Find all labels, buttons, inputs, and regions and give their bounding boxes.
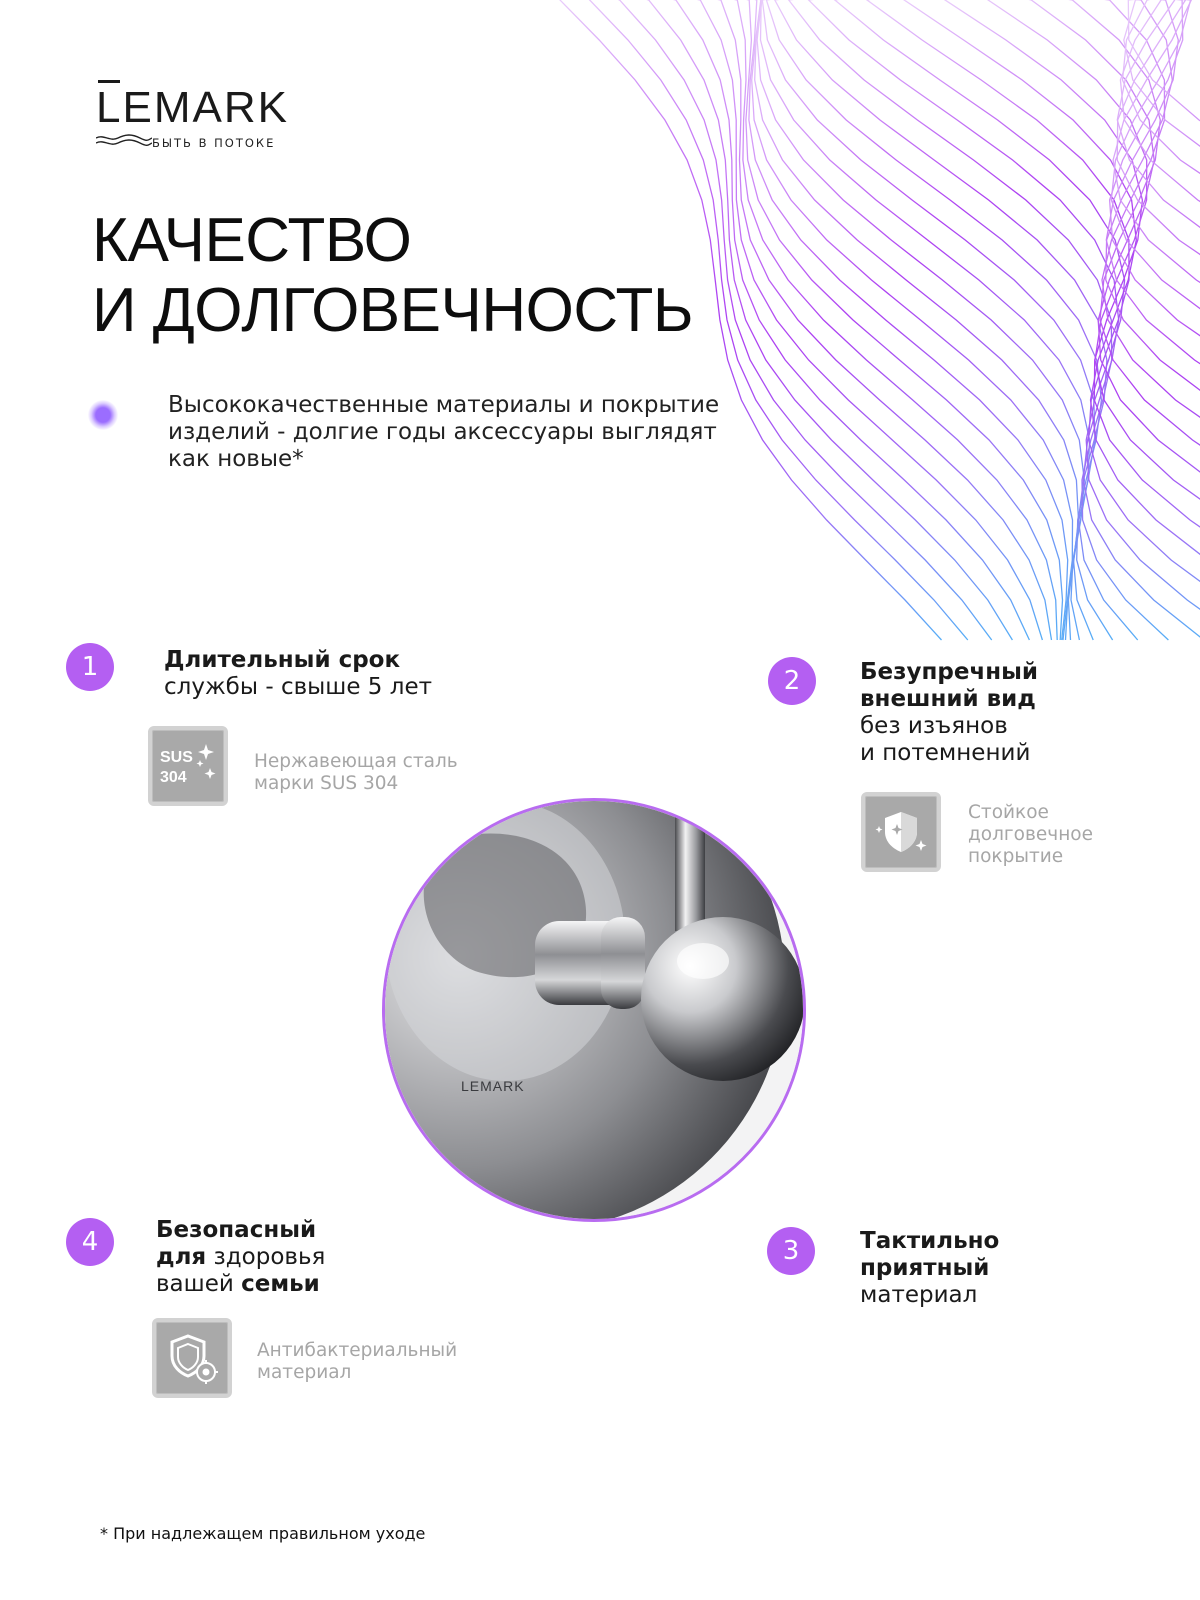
sus304-stainless-icon (148, 726, 228, 806)
logo-tagline: БЫТЬ В ПОТОКЕ (152, 136, 276, 150)
feature-caption-4: Антибактериальный материал (257, 1340, 458, 1383)
wave-line (761, 0, 1090, 640)
feature-title-3: Тактильно приятный материал (860, 1228, 1000, 1308)
title-line-2: И ДОЛГОВЕЧНОСТЬ (92, 276, 694, 345)
footnote: * При надлежащем правильном уходе (100, 1524, 426, 1543)
feature-1-regular: службы - свыше 5 лет (164, 674, 433, 700)
wave-line (762, 0, 1095, 640)
wave-line (755, 0, 1079, 640)
feature-caption-2: Стойкое долговечное покрытие (968, 802, 1093, 867)
wave-line (740, 0, 1073, 640)
wave-line (650, 0, 1042, 640)
feature-title-1 (164, 647, 432, 701)
wave-line (867, 0, 1200, 640)
antibacterial-shield-icon (152, 1318, 232, 1398)
title-line-1: КАЧЕСТВО (92, 206, 412, 275)
feature-badge-1: 1 (66, 643, 114, 691)
feature-caption-1: Нержавеющая сталь марки SUS 304 (254, 751, 458, 794)
feature-badge-3: 3 (767, 1227, 815, 1275)
icon-sus-text: SUS (160, 749, 193, 766)
wave-line (722, 0, 1068, 640)
feature-badge-2: 2 (768, 657, 816, 705)
product-photo-circle (382, 798, 806, 1222)
lead-line-3: как новые* (168, 446, 304, 472)
wave-line (1123, 0, 1200, 640)
feature-title-4: Безопасный для здоровья вашей семьи (156, 1217, 326, 1297)
icon-304-text: 304 (160, 769, 187, 786)
wave-line (686, 0, 1057, 640)
lead-paragraph (168, 392, 768, 473)
wave-line (789, 0, 1169, 640)
chrome-hook-image (385, 801, 803, 1219)
wave-line (1120, 0, 1200, 640)
lead-line-1: Высококачественные материалы и покрытие (168, 392, 720, 418)
page-title (92, 206, 693, 346)
shield-sparkle-icon (861, 792, 941, 872)
product-engraving: LEMARK (461, 1078, 525, 1094)
wave-line (1100, 0, 1200, 640)
feature-1-bold: Длительный срок (164, 647, 401, 673)
feature-title-2: Безупречный внешний вид без изъянов и потемнений (860, 659, 1039, 766)
wave-line (668, 0, 1052, 640)
lead-line-2: изделий - долгие годы аксессуары выглядят (168, 419, 717, 445)
feature-badge-4: 4 (66, 1218, 114, 1266)
lead-bullet-dot (88, 400, 118, 430)
lemark-logo (96, 76, 336, 156)
wave-line (1064, 0, 1200, 640)
logo-wave-icon (96, 134, 152, 146)
logo-wordmark: LEMARK (96, 83, 289, 132)
wave-line (904, 0, 1200, 640)
